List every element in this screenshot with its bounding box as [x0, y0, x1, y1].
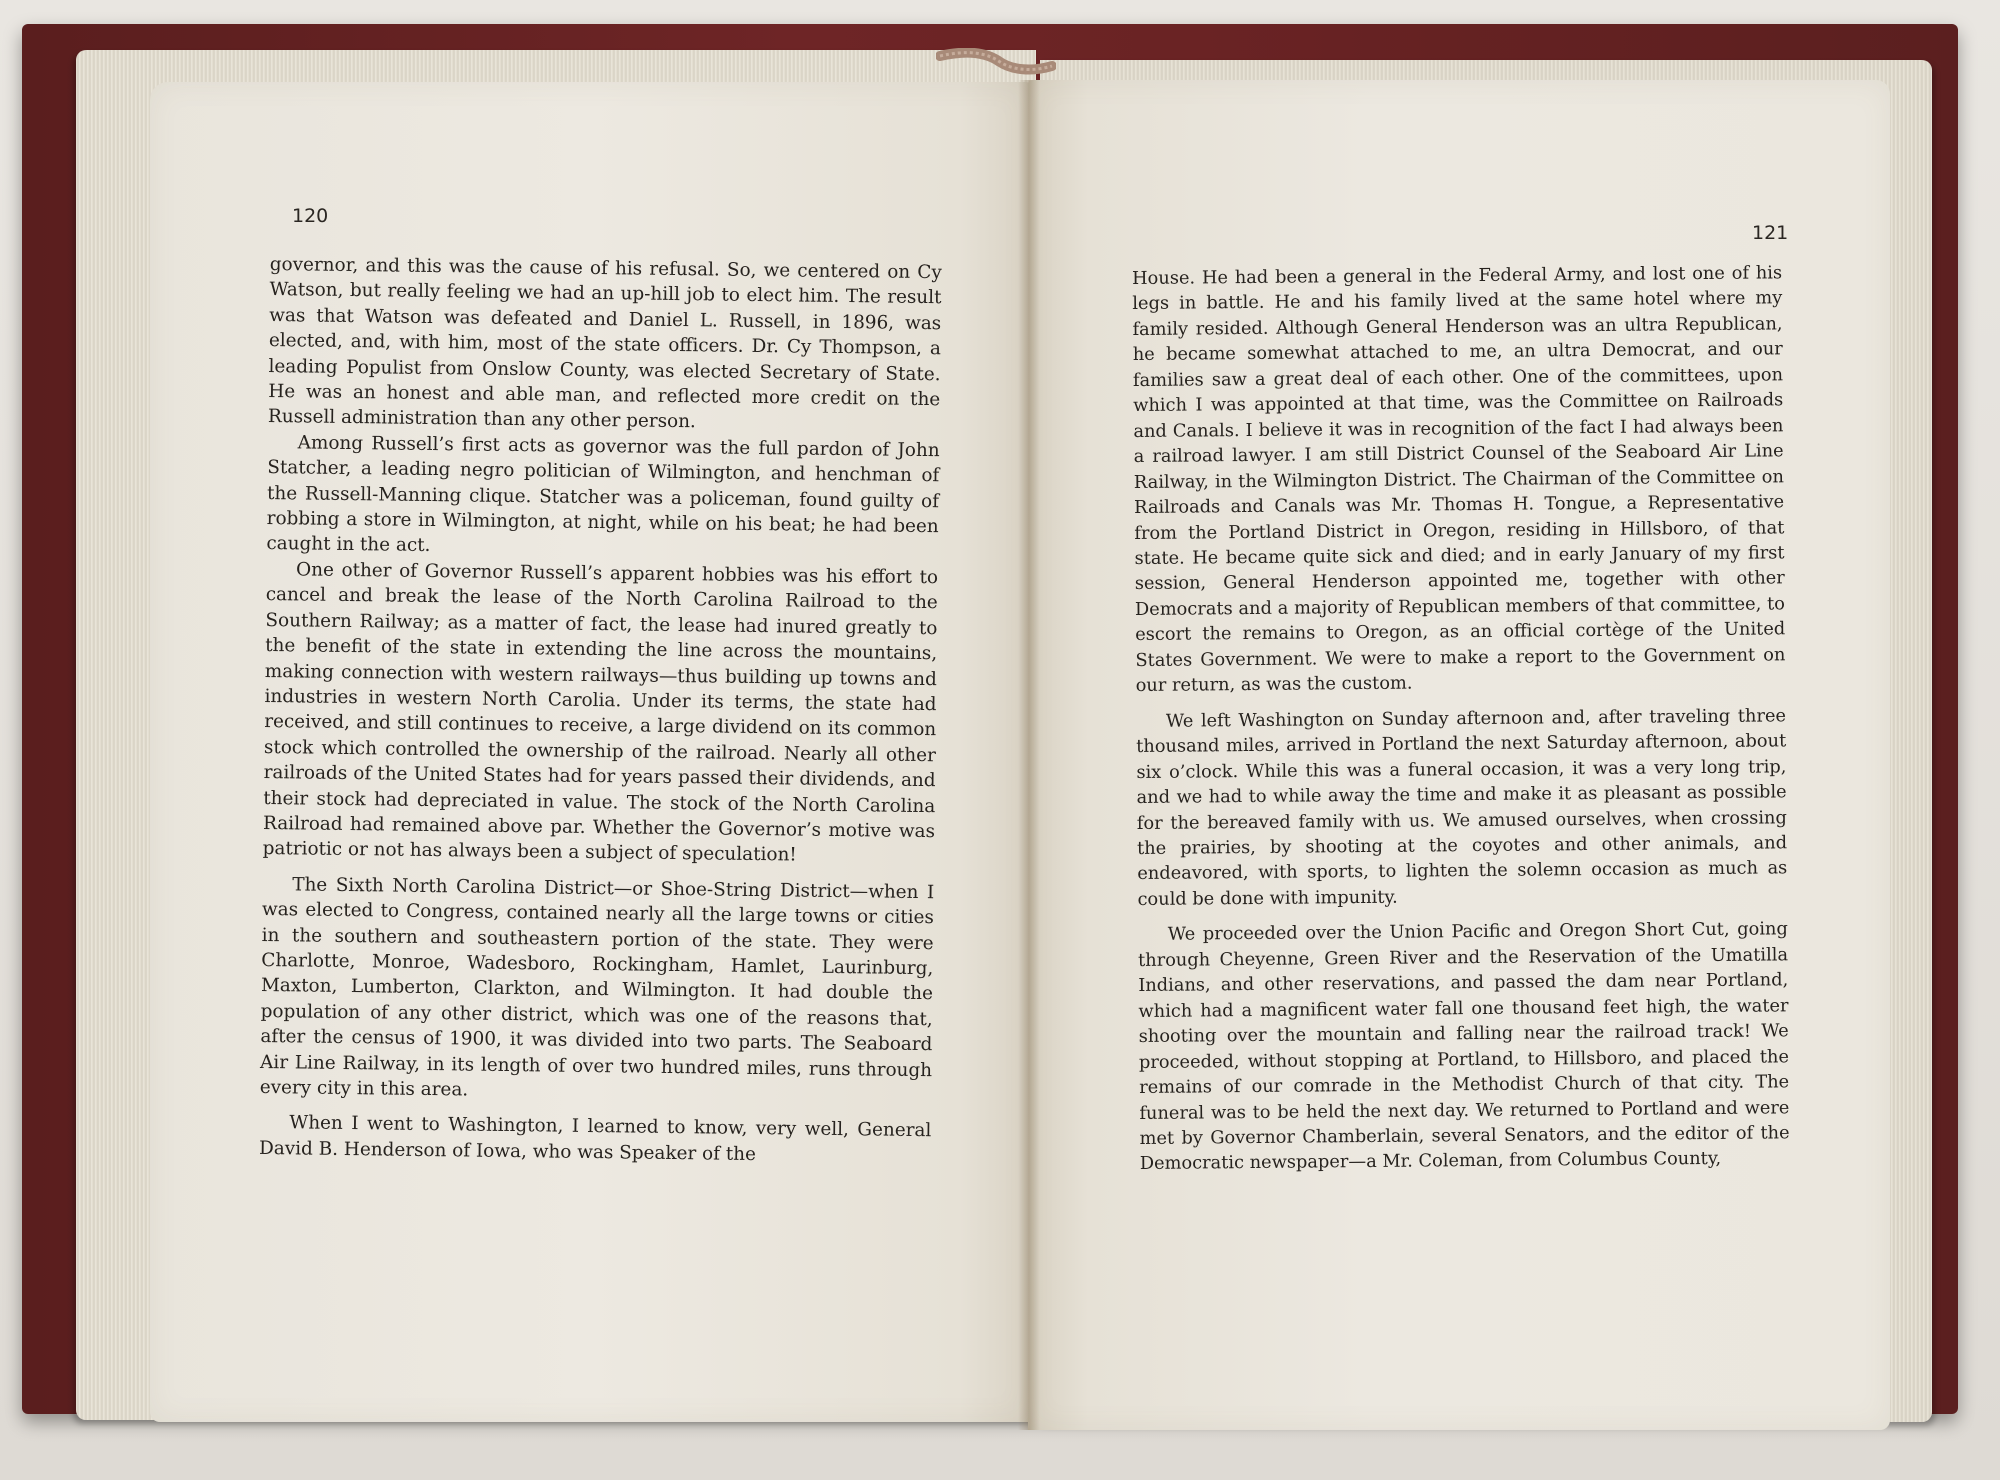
- paragraph: The Sixth North Carolina District—or Shoe-String District—when I was elected to Congress, contained nearly all the large towns or cities in the southern and southeastern portion of the state. They were Charlotte, Monroe, Wadesboro, Rockingham, Hamlet, Laurinburg, Maxton, Lumberton, Clarkton, and Wilmington. It had double the population of any other district, which was one of the reasons that, after the census of 1900, it was divided into two parts. The Seaboard Air Line Railway, in its length of over two hundred miles, runs through every city in this area.: [259, 874, 935, 1101]
- paragraph: We proceeded over the Union Pacific and Oregon Short Cut, going through Cheyenne, Green River and the Reservation of the Umatilla Indians, and other reservations, and passed the dam near Portland, which had a magnificent water fall one thousand feet high, the water shooting over the mountain and falling near the railroad track! We proceeded, without stopping at Portland, to Hillsboro, and placed the remains of our comrade in the Methodist Church of that city. The funeral was to be held the next day. We returned to Portland and were met by Governor Chamberlain, several Senators, and the editor of the Democratic newspaper—a Mr. Coleman, from Columbus County,: [1137, 918, 1790, 1175]
- left-page-text: [259, 252, 942, 1169]
- paragraph: Among Russell’s first acts as governor was the full pardon of John Statcher, a leading negro politician of Wilmington, and henchman of the Russell-Manning clique. Statcher was a policeman, found guilty of robbing a store in Wilmington, at night, while on his beat; he had been caught in the act.: [266, 432, 940, 557]
- ribbon-bookmark-icon: [936, 48, 1056, 82]
- paragraph: We left Washington on Sunday afternoon and, after traveling three thousand miles, arrived in Portland the next Saturday afternoon, about six o’clock. While this was a funeral occasion, it was a very long trip, and we had to while away the time and make it as pleasant as possible for the bereaved family with us. We amused ourselves, when crossing the prairies, by shooting at the coyotes and other animals, and endeavored, with sports, to lighten the solemn occasion as much as could be done with impunity.: [1136, 705, 1788, 910]
- book-gutter: [1018, 80, 1040, 1430]
- paragraph: House. He had been a general in the Federal Army, and lost one of his legs in battle. He and his family lived at the same hotel where my family resided. Although General Henderson was an ultra Republican, he became somewhat attached to me, an ultra Democrat, and our families saw a great deal of each other. One of the committees, upon which I was appointed at that time, was the Committee on Railroads and Canals. I believe it was in recognition of the fact I had always been a railroad lawyer. I am still District Counsel of the Seaboard Air Line Railway, in the Wilmington District. The Chairman of the Committee on Railroads and Canals was Mr. Thomas H. Tongue, a Representative from the Portland District in Oregon, residing in Hillsboro, of that state. He became quite sick and died; and in early January of my first session, General Henderson appointed me, together with other Democrats and a majority of Republican members of that committee, to escort the remains to Oregon, as an official cortège of the United States Government. We were to make a report to the Government on our return, as was the custom.: [1132, 262, 1786, 697]
- paragraph: When I went to Washington, I learned to know, very well, General David B. Henderson of Iowa, who was Speaker of the: [258, 1112, 932, 1165]
- page-number-left: 120: [292, 205, 329, 227]
- page-number-right: 121: [1752, 222, 1789, 244]
- right-page-text: [1132, 260, 1790, 1176]
- paragraph: One other of Governor Russell’s apparent hobbies was his effort to cancel and break the lease of the North Carolina Railroad to the Southern Railway; as a matter of fact, the lease had inured greatly to the benefit of the state in extending the line across the mountains, making connection with western railways—thus building up towns and industries in western North Carolia. Under its terms, the state had received, and still continues to receive, a large dividend on its common stock which controlled the ownership of the railroad. Nearly all other railroads of the United States had for years passed their dividends, and their stock had depreciated in value. The stock of the North Carolina Railroad had remained above par. Whether the Governor’s motive was patriotic or not has always been a subject of speculation!: [262, 559, 939, 866]
- paragraph: governor, and this was the cause of his refusal. So, we centered on Cy Watson, but really feeling we had an up-hill job to elect him. The result was that Watson was defeated and Daniel L. Russell, in 1896, was elected, and, with him, most of the state officers. Dr. Cy Thompson, a leading Populist from Onslow County, was elected Secretary of State. He was an honest and able man, and reflected more credit on the Russell administration than any other person.: [267, 253, 942, 433]
